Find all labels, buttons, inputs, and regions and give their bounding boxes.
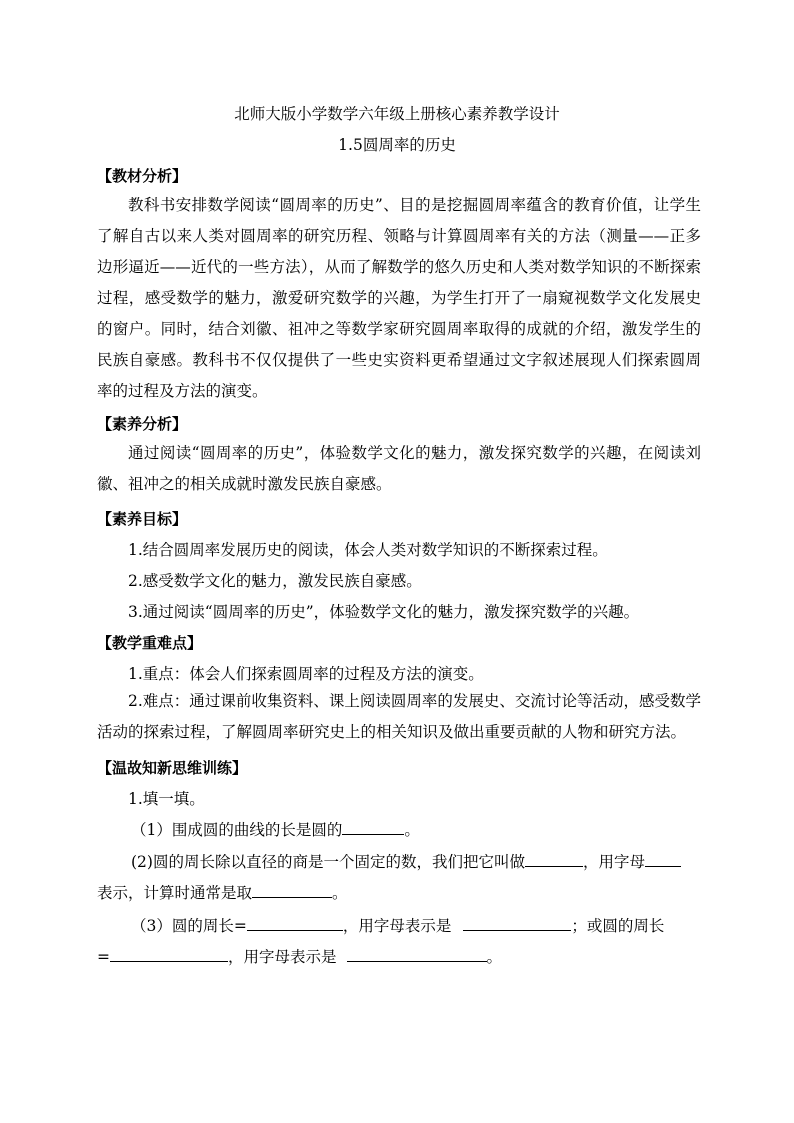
answer-blank[interactable] <box>110 946 228 962</box>
answer-blank[interactable] <box>347 946 487 962</box>
section-heading-textbook: 【教材分析】 <box>97 167 188 185</box>
section-heading-keypoints: 【教学重难点】 <box>97 634 203 652</box>
keypoint-item: 1.重点：体会人们探索圆周率的过程及方法的演变。 <box>128 665 484 683</box>
answer-blank[interactable] <box>463 915 571 931</box>
exercise-question-2-cont: 表示，计算时通常是取 。 <box>97 884 348 902</box>
section-heading-goals: 【素养目标】 <box>97 510 188 528</box>
textbook-analysis-paragraph: 教科书安排数学阅读“圆周率的历史”、目的是挖掘圆周率蕴含的教育价值，让学生了解自古以来人类对圆周率的研究历程、领略与计算圆周率有关的方法（测量——正多边形逼近——近代的一些方法），从而了解数学的悠久历史和人类对数学知识的不断探索过程，感受数学的魅力，激爱研究数学的兴趣，为学生打开了一扇窥视数学文化发展史的窗户。同时，结合刘徽、祖冲之等数学家研究圆周率取得的成就的介绍，激发学生的民族自豪感。教科书不仅仅提供了一些史实资料更希望通过文字叙述展现人们探索圆周率的过程及方法的演变。 <box>97 196 701 400</box>
exercise-intro: 1.填一填。 <box>128 790 205 808</box>
section-heading-training: 【温故知新思维训练】 <box>97 759 248 777</box>
difficulty-item: 2.难点：通过课前收集资料、课上阅读圆周率的发展史、交流讨论等活动，感受数学活动的探索过程，了解圆周率研究史上的相关知识及做出重要贡献的人物和研究方法。 <box>97 692 701 741</box>
section-heading-literacy: 【素养分析】 <box>97 415 188 433</box>
exercise-question-3-cont: = ，用字母表示是 。 <box>97 948 503 966</box>
page-subtitle: 1.5圆周率的历史 <box>338 136 456 154</box>
answer-blank[interactable] <box>252 882 332 898</box>
exercise-question-2: (2)圆的周长除以直径的商是一个固定的数，我们把它叫做 ，用字母 <box>131 850 681 872</box>
answer-blank[interactable] <box>525 851 583 867</box>
goal-item: 1.结合圆周率发展历史的阅读，体会人类对数学知识的不断探索过程。 <box>128 541 608 559</box>
goal-item: 2.感受数学文化的魅力，激发民族自豪感。 <box>128 572 422 590</box>
goal-item: 3.通过阅读“圆周率的历史”，体验数学文化的魅力，激发探究数学的兴趣。 <box>128 603 640 621</box>
literacy-analysis-paragraph: 通过阅读“圆周率的历史”，体验数学文化的魅力，激发探究数学的兴趣，在阅读刘徽、祖冲之的相关成就时激发民族自豪感。 <box>97 444 701 493</box>
answer-blank[interactable] <box>247 915 343 931</box>
page-title: 北师大版小学数学六年级上册核心素养教学设计 <box>234 105 560 123</box>
answer-blank[interactable] <box>342 819 404 835</box>
answer-blank[interactable] <box>645 851 681 867</box>
exercise-question-3: （3）圆的周长= ，用字母表示是 ；或圆的周长 <box>131 917 665 935</box>
exercise-question-1: （1）围成圆的曲线的长是圆的 。 <box>131 821 420 839</box>
